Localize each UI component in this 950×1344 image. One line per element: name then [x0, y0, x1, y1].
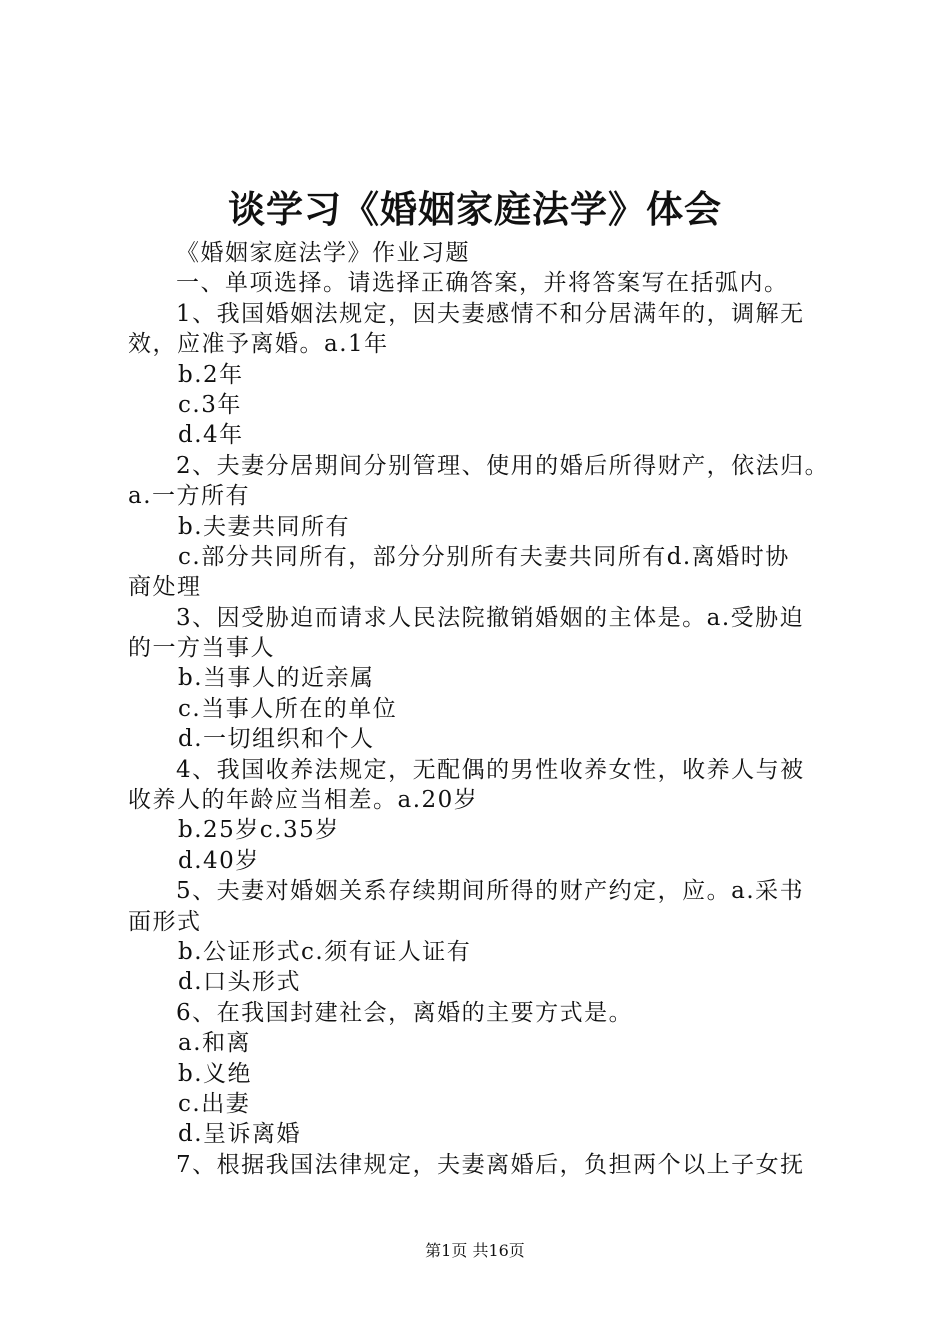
page-footer: 第1页 共16页	[425, 1241, 525, 1260]
question-2-line-1: 2、夫妻分居期间分别管理、使用的婚后所得财产，依法归。	[176, 452, 830, 479]
question-1-line-2: 效，应准予离婚。a.1年	[128, 331, 389, 358]
option-line-continued: 商处理	[128, 574, 202, 601]
option-line: d.40岁	[178, 847, 260, 874]
question-3-line-2: 的一方当事人	[128, 635, 275, 662]
instruction-line: 一、单项选择。请选择正确答案，并将答案写在括弧内。	[176, 270, 789, 297]
option-line: c.3年	[178, 391, 242, 418]
question-4-line-1: 4、我国收养法规定，无配偶的男性收养女性，收养人与被	[176, 756, 805, 783]
document-body	[128, 238, 840, 1180]
option-line: b.夫妻共同所有	[178, 513, 351, 540]
option-line: b.当事人的近亲属	[178, 665, 375, 692]
option-line: d.4年	[178, 422, 244, 449]
document-title: 谈学习《婚姻家庭法学》体会	[228, 187, 722, 231]
question-4-line-2: 收养人的年龄应当相差。a.20岁	[128, 787, 479, 814]
question-5-line-2: 面形式	[128, 908, 202, 935]
option-line: b.义绝	[178, 1060, 253, 1087]
question-1-line-1: 1、我国婚姻法规定，因夫妻感情不和分居满年的，调解无	[176, 300, 805, 327]
section-heading: 《婚姻家庭法学》作业习题	[176, 240, 470, 266]
question-5-line-1: 5、夫妻对婚姻关系存续期间所得的财产约定，应。a.采书	[176, 878, 805, 905]
question-7-line-1: 7、根据我国法律规定，夫妻离婚后，负担两个以上子女抚	[176, 1151, 805, 1178]
option-line: b.25岁c.35岁	[178, 817, 340, 844]
option-line: d.口头形式	[178, 969, 302, 996]
option-line: c.部分共同所有，部分分别所有夫妻共同所有d.离婚时协	[178, 543, 790, 570]
option-line: b.2年	[178, 361, 244, 388]
question-3-line-1: 3、因受胁迫而请求人民法院撤销婚姻的主体是。a.受胁迫	[176, 604, 805, 631]
question-6-line-1: 6、在我国封建社会，离婚的主要方式是。	[176, 999, 634, 1026]
option-line: b.公证形式c.须有证人证有	[178, 938, 472, 965]
option-line: d.呈诉离婚	[178, 1121, 302, 1148]
option-line: d.一切组织和个人	[178, 726, 375, 753]
option-line: c.当事人所在的单位	[178, 695, 398, 722]
option-line: a.和离	[178, 1030, 252, 1057]
question-2-line-2: a.一方所有	[128, 483, 251, 510]
option-line: c.出妻	[178, 1090, 251, 1117]
